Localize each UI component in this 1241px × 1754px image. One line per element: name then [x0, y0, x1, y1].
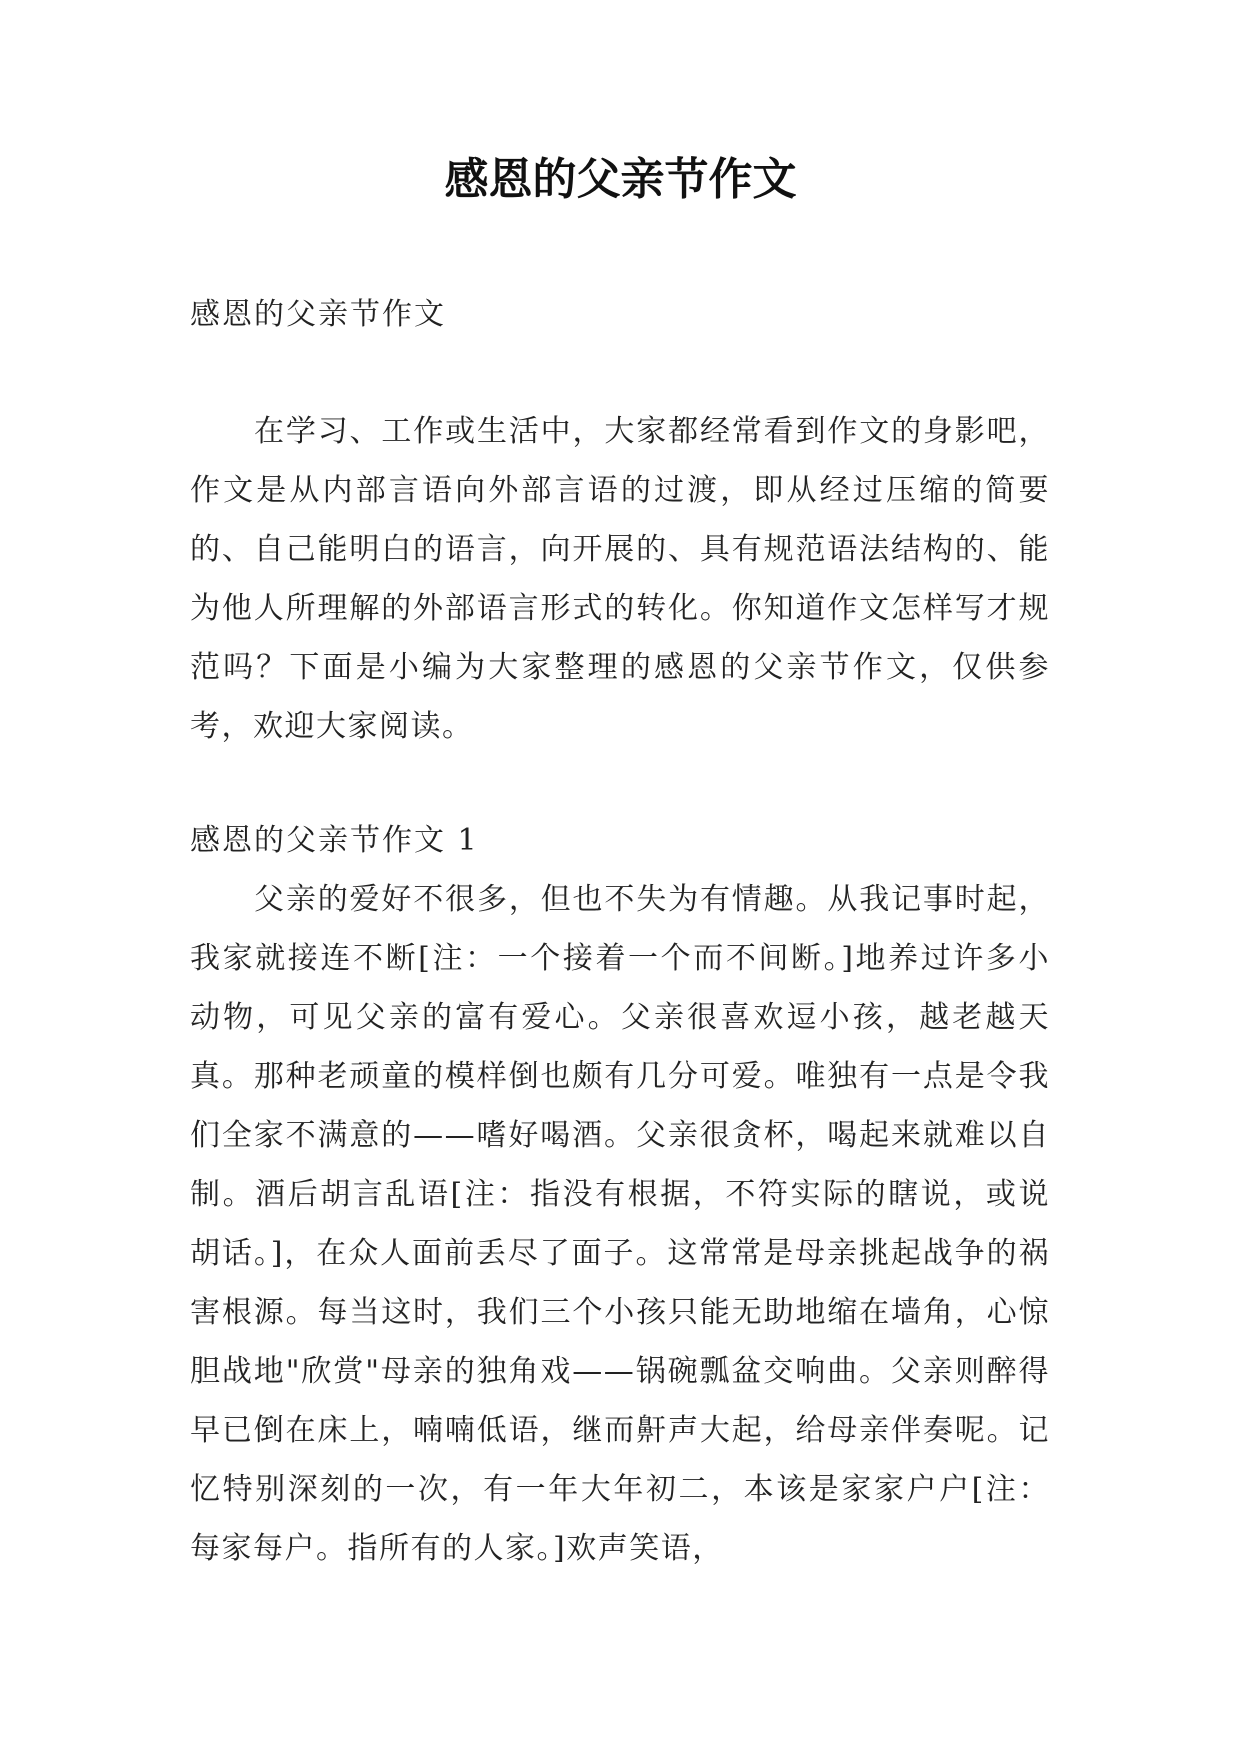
document-subtitle: 感恩的父亲节作文 — [190, 297, 446, 332]
section-heading: 感恩的父亲节作文 1 — [190, 823, 479, 858]
document-title: 感恩的父亲节作文 — [444, 154, 797, 205]
section-body-paragraph: 父亲的爱好不很多，但也不失为有情趣。从我记事时起，我家就接连不断[注：一个接着一个而不间断。]地养过许多小动物，可见父亲的富有爱心。父亲很喜欢逗小孩，越老越天真。那种老顽童的模样倒也颇有几分可爱。唯独有一点是令我们全家不满意的——嗜好喝酒。父亲很贪杯，喝起来就难以自制。酒后胡言乱语[注：指没有根据，不符实际的瞎说，或说胡话。]，在众人面前丢尽了面子。这常常是母亲挑起战争的祸害根源。每当这时，我们三个小孩只能无助地缩在墙角，心惊胆战地"欣赏"母亲的独角戏——锅碗瓢盆交响曲。父亲则醉得早已倒在床上，喃喃低语，继而鼾声大起，给母亲伴奏呢。记忆特别深刻的一次，有一年大年初二，本该是家家户户[注：每家每户。指所有的人家。]欢声笑语， — [190, 882, 1050, 1566]
intro-paragraph: 在学习、工作或生活中，大家都经常看到作文的身影吧，作文是从内部言语向外部言语的过渡，即从经过压缩的简要的、自己能明白的语言，向开展的、具有规范语法结构的、能为他人所理解的外部语言形式的转化。你知道作文怎样写才规范吗？下面是小编为大家整理的感恩的父亲节作文，仅供参考，欢迎大家阅读。 — [190, 414, 1050, 744]
